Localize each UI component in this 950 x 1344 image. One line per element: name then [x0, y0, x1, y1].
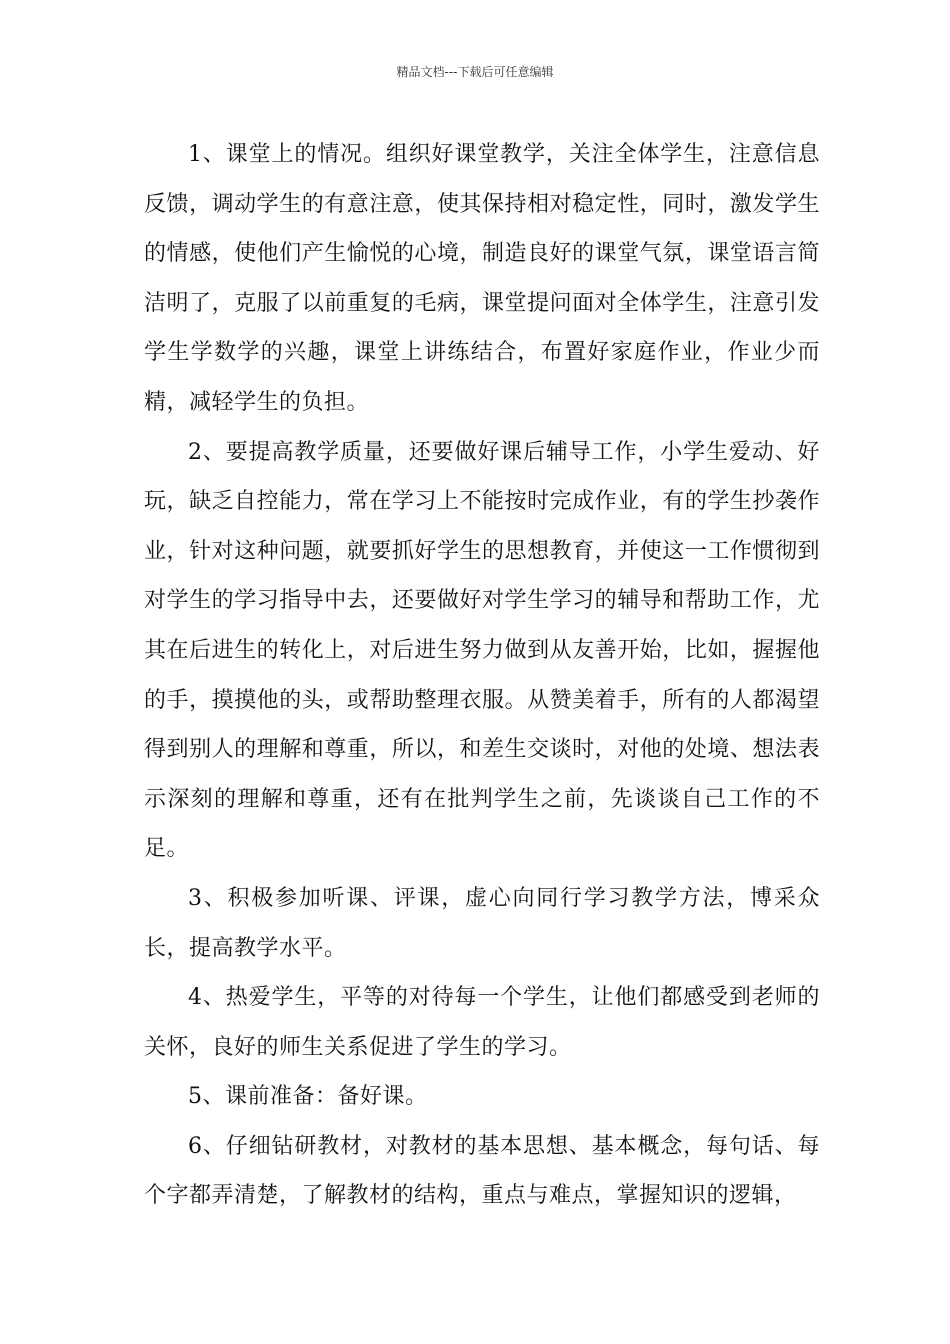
paragraph-6: 6、仔细钻研教材，对教材的基本思想、基本概念，每句话、每个字都弄清楚，了解教材的结构，重点与难点，掌握知识的逻辑，	[144, 1133, 820, 1209]
page-header: 精品文档---下载后可任意编辑	[396, 65, 554, 79]
document-body	[144, 130, 820, 1221]
paragraph-1: 1、课堂上的情况。组织好课堂教学，关注全体学生，注意信息反馈，调动学生的有意注意，使其保持相对稳定性，同时，激发学生的情感，使他们产生愉悦的心境，制造良好的课堂气氛，课堂语言简洁明了，克服了以前重复的毛病，课堂提问面对全体学生，注意引发学生学数学的兴趣，课堂上讲练结合，布置好家庭作业，作业少而精，减轻学生的负担。	[144, 142, 820, 415]
paragraph-5: 5、课前准备：备好课。	[188, 1084, 428, 1110]
paragraph-2: 2、要提高教学质量，还要做好课后辅导工作，小学生爱动、好玩，缺乏自控能力，常在学习上不能按时完成作业，有的学生抄袭作业，针对这种问题，就要抓好学生的思想教育，并使这一工作惯彻到对学生的学习指导中去，还要做好对学生学习的辅导和帮助工作，尤其在后进生的转化上，对后进生努力做到从友善开始，比如，握握他的手，摸摸他的头，或帮助整理衣服。从赞美着手，所有的人都渴望得到别人的理解和尊重，所以，和差生交谈时，对他的处境、想法表示深刻的理解和尊重，还有在批判学生之前，先谈谈自己工作的不足。	[144, 439, 820, 862]
paragraph-4: 4、热爱学生，平等的对待每一个学生，让他们都感受到老师的关怀，良好的师生关系促进了学生的学习。	[144, 985, 820, 1060]
paragraph-3: 3、积极参加听课、评课，虚心向同行学习教学方法，博采众长，提高教学水平。	[144, 885, 820, 961]
